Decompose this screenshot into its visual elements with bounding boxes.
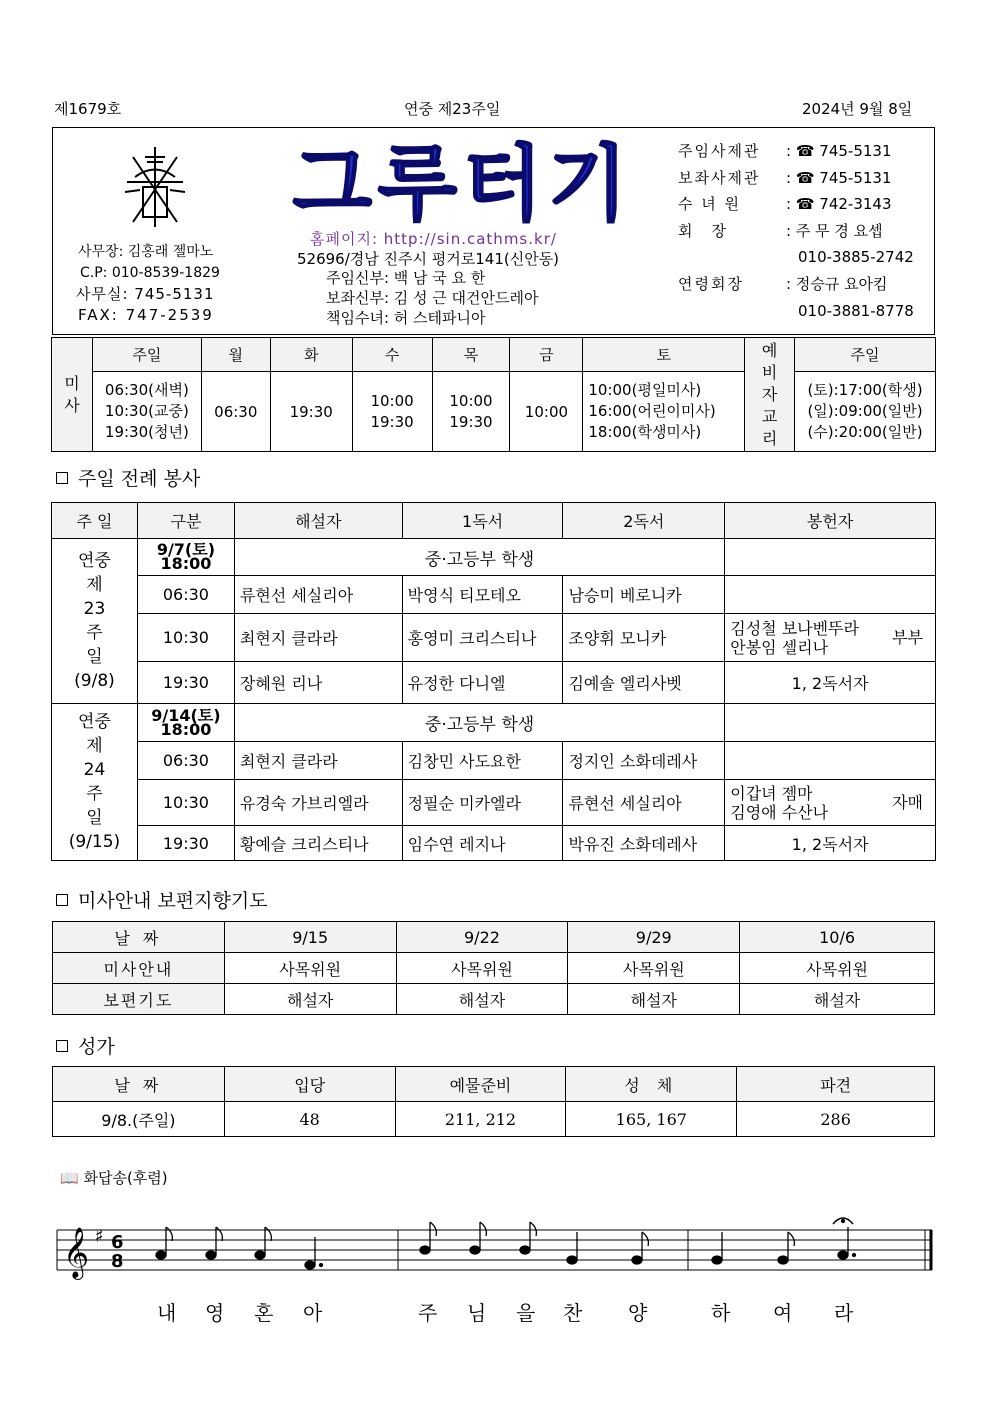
sunday-times: 06:30(새벽) 10:30(교중) 19:30(청년) [92,372,201,452]
mass-times-table [51,337,936,452]
table-row: 보편기도 해설자 해설자 해설자 해설자 [53,984,935,1015]
guide-prayer-table: 날 짜 9/15 9/22 9/29 10/6 미사안내 사목위원 사목위원 사목위원 사목위원 보편기도 해설자 해설자 해설자 해설자 [52,921,935,1015]
issue-number: 제1679호 [54,100,122,118]
col-sat: 토 [583,338,745,372]
catechumen-times: (토):17:00(학생) (일):09:00(일반) (수):20:00(일반) [795,372,936,452]
table-row: 06:30 류현선 세실리아 박영식 티모테오 남승미 베로니카 [52,576,936,614]
parish-logo-icon [115,142,195,232]
office-cp: C.P: 010-8539-1829 [80,265,220,281]
week-23-label: 연중 제 23 주 일 (9/8) [52,539,138,704]
lyric-syllable: 을 [516,1301,537,1325]
col-tue: 화 [270,338,352,372]
lyric-syllable: 양 [628,1301,649,1325]
sat-service: 중·고등부 학생 [234,539,724,576]
contact-list: 주임사제관 : ☎ 745-5131 보좌사제관 : ☎ 745-5131 수 녀 원 : ☎ 742-3143 회 장 : 주 무 경 요셉 010-3885-2742 연령회장 : 정승규 요아킴 010-3881-8778 [678,142,914,320]
table-row: 미사안내 사목위원 사목위원 사목위원 사목위원 [53,953,935,984]
lyric-syllable: 내 [157,1301,178,1325]
office-manager: 사무장: 김홍래 젤마노 [78,244,214,260]
fri-time: 10:00 [510,372,583,452]
newsletter-title [268,138,658,228]
col-wed: 수 [352,338,432,372]
lyric-syllable: 영 [205,1301,226,1325]
issue-date: 2024년 9월 8일 [802,100,913,118]
lyric-syllable: 아 [303,1301,324,1325]
sister-in-charge: 책임수녀: 허 스테파니아 [326,309,486,327]
thu-times: 10:00 19:30 [432,372,510,452]
sat-time: 9/14(토) 18:00 [137,704,234,742]
table-row: 19:30 황예슬 크리스티나 임수연 레지나 박유진 소화데레사 1, 2독서자 [52,826,936,861]
col-fri: 금 [510,338,583,372]
section-guide-prayer: 미사안내 보편지향기도 [56,886,268,913]
svg-text:6: 6 [111,1232,124,1253]
table-row: 10:30 최현지 클라라 홍영미 크리스티나 조양휘 모니카 김성철 보나벤뚜라 안봉임 셀리나 부부 [52,614,936,662]
mon-time: 06:30 [201,372,270,452]
section-liturgy-service: 주일 전례 봉사 [56,464,200,491]
table-row: 06:30 최현지 클라라 김창민 사도요한 정지인 소화데레사 [52,742,936,780]
lyric-syllable: 여 [773,1301,794,1325]
lyric-syllable: 혼 [254,1301,275,1325]
pastor: 주임신부: 백 남 국 요 한 [326,269,486,287]
liturgy-service-table [51,502,936,861]
col-offering: 봉헌자 [725,503,936,539]
col-catechumen: 예비자교리 [745,338,795,452]
sat-service: 중·고등부 학생 [234,704,724,742]
assistant-pastor: 보좌신부: 김 성 근 대건안드레아 [326,289,539,307]
section-hymns: 성가 [56,1032,115,1059]
sat-offering [725,539,936,576]
week-24-label: 연중 제 24 주 일 (9/15) [52,704,138,861]
lyric-syllable: 님 [467,1301,488,1325]
psalm-title: 📖 화답송(후렴) [60,1169,168,1187]
table-row: 19:30 장혜원 리나 유정한 다니엘 김예솔 엘리사벳 1, 2독서자 [52,662,936,704]
sat-times: 10:00(평일미사) 16:00(어린이미사) 18:00(학생미사) [583,372,745,452]
office-fax: FAX: 747-2539 [78,306,214,324]
sat-time: 9/7(토) 18:00 [137,539,234,576]
col-sunday-catechumen: 주일 [795,338,936,372]
col-reading2: 2독서 [563,503,725,539]
parish-address: 52696/경남 진주시 평거로141(신안동) [297,250,560,268]
table-row: 9/8.(주일) 48 211, 212 165, 167 286 [53,1102,935,1137]
psalm-music-score [55,1210,935,1290]
hymns-table: 날 짜 입당 예물준비 성 체 파견 9/8.(주일) 48 211, 212 165, 167 286 [52,1066,935,1137]
lyric-syllable: 라 [834,1301,855,1325]
col-reading1: 1독서 [402,503,563,539]
mass-row-label: 미사 [52,338,93,452]
homepage-link[interactable]: 홈페이지: http://sin.cathms.kr/ [310,230,557,248]
col-type: 구분 [137,503,234,539]
office-phone: 사무실: 745-5131 [76,285,215,303]
col-week: 주 일 [52,503,138,539]
lyric-syllable: 찬 [563,1301,584,1325]
lyric-syllable: 주 [418,1301,439,1325]
svg-text:그루터기: 그루터기 [292,138,634,228]
svg-text:♯: ♯ [95,1226,104,1247]
table-row: 10:30 유경숙 가브리엘라 정필순 미카엘라 류현선 세실리아 이갑녀 젬마 김영애 수산나 자매 [52,780,936,826]
col-mon: 월 [201,338,270,372]
treble-clef-icon: 𝄞 [63,1227,90,1278]
book-icon: 📖 [60,1169,79,1187]
col-commentator: 해설자 [234,503,402,539]
svg-text:8: 8 [111,1251,124,1272]
col-sunday: 주일 [92,338,201,372]
sat-offering [725,704,936,742]
lyric-syllable: 하 [711,1301,732,1325]
col-thu: 목 [432,338,510,372]
tue-time: 19:30 [270,372,352,452]
liturgical-week: 연중 제23주일 [404,100,501,118]
wed-times: 10:00 19:30 [352,372,432,452]
